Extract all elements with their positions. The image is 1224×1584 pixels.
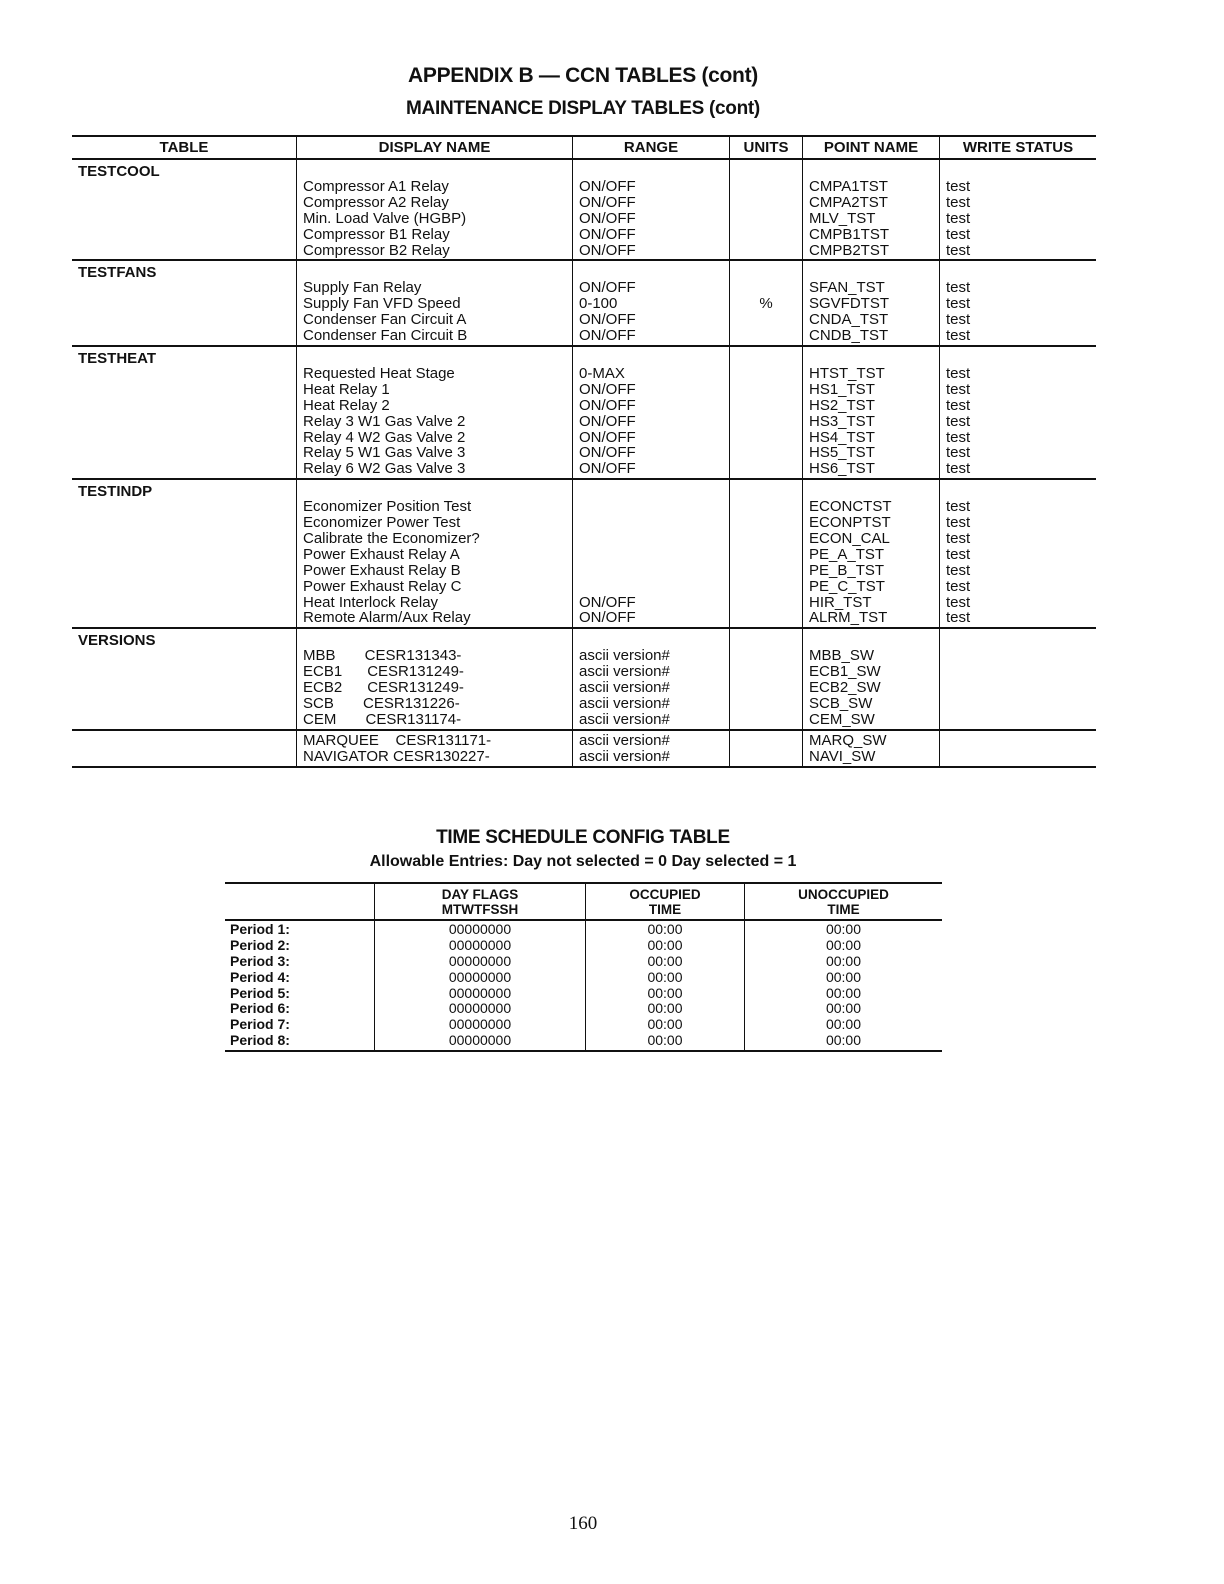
table-cell: HS6_TST bbox=[809, 461, 875, 478]
table-cell: ON/OFF bbox=[579, 328, 636, 345]
table-cell: PE_B_TST bbox=[809, 562, 885, 579]
day-flags-cell: 00000000 bbox=[448, 1000, 512, 1017]
header-write-status: WRITE STATUS bbox=[939, 137, 1096, 158]
table-cell: CEM CESR131174- bbox=[303, 711, 462, 728]
units-column bbox=[729, 347, 802, 478]
unoccupied-time-cell: 00:00 bbox=[825, 968, 862, 985]
table-cell bbox=[730, 547, 802, 563]
range-column bbox=[572, 347, 729, 478]
display-name-column bbox=[296, 347, 572, 478]
display-name-column bbox=[296, 261, 572, 345]
table-cell bbox=[940, 680, 1096, 696]
table-cell: Requested Heat Stage bbox=[303, 366, 455, 382]
table-group bbox=[72, 480, 1096, 629]
occupied-time-cell: 00:00 bbox=[647, 952, 683, 969]
table-cell: ECB2_SW bbox=[809, 680, 881, 697]
table-cell: test bbox=[946, 610, 971, 627]
table-cell bbox=[730, 696, 802, 712]
table-cell: test bbox=[946, 546, 971, 563]
table-cell bbox=[573, 499, 729, 515]
table-cell bbox=[730, 595, 802, 611]
period-label: Period 3: bbox=[230, 952, 290, 969]
table-group bbox=[72, 731, 1096, 768]
units-column bbox=[729, 160, 802, 259]
occupied-time-cell: 00:00 bbox=[647, 1000, 683, 1017]
day-flags-cell: 00000000 bbox=[448, 968, 512, 985]
table-cell: test bbox=[946, 429, 971, 446]
period-label: Period 8: bbox=[230, 1032, 290, 1049]
table-cell: Condenser Fan Circuit B bbox=[303, 328, 468, 345]
write-status-column bbox=[939, 629, 1096, 728]
time-schedule-table bbox=[225, 882, 942, 1052]
page-subtitle: MAINTENANCE DISPLAY TABLES (cont) bbox=[406, 98, 760, 119]
range-column bbox=[572, 480, 729, 627]
table-cell: ECONCTST bbox=[809, 499, 892, 516]
page-title: APPENDIX B — CCN TABLES (cont) bbox=[408, 64, 758, 87]
table-cell: Relay 5 W1 Gas Valve 3 bbox=[303, 445, 466, 462]
period-label: Period 5: bbox=[230, 984, 290, 1001]
table-cell bbox=[940, 648, 1096, 664]
occupied-time-cell: 00:00 bbox=[647, 936, 683, 953]
table-cell: test bbox=[946, 194, 971, 211]
table-cell bbox=[730, 382, 802, 398]
table-cell bbox=[730, 648, 802, 664]
table-cell: Power Exhaust Relay C bbox=[303, 578, 462, 595]
unoccupied-time-cell: 00:00 bbox=[825, 1000, 862, 1017]
table-cell: ECON_CAL bbox=[809, 531, 890, 547]
table-cell bbox=[730, 211, 802, 227]
table-cell: ON/OFF bbox=[579, 594, 636, 611]
table-cell bbox=[573, 515, 729, 531]
table-cell bbox=[730, 499, 802, 515]
header-units: UNITS bbox=[729, 137, 802, 158]
table-cell: ascii version# bbox=[579, 732, 670, 749]
table-cell: ON/OFF bbox=[579, 413, 636, 430]
schedule-body bbox=[225, 921, 942, 1052]
table-cell: ascii version# bbox=[579, 711, 670, 728]
table-cell: SCB CESR131226- bbox=[303, 696, 460, 712]
table-cell: ascii version# bbox=[579, 748, 670, 765]
day-flags-cell: 00000000 bbox=[448, 1032, 512, 1049]
header-occupied-time bbox=[585, 884, 744, 919]
table-cell bbox=[940, 664, 1096, 680]
table-cell: test bbox=[946, 280, 971, 297]
table-cell: CNDB_TST bbox=[809, 328, 889, 345]
table-cell bbox=[730, 398, 802, 414]
occupied-time-cell: 00:00 bbox=[647, 921, 683, 937]
table-cell bbox=[940, 712, 1096, 728]
table-cell: test bbox=[946, 445, 971, 462]
table-cell: Relay 3 W1 Gas Valve 2 bbox=[303, 413, 466, 430]
header-occupied-line1: OCCUPIED bbox=[629, 887, 701, 902]
table-cell: ALRM_TST bbox=[809, 610, 888, 627]
unoccupied-time-cell: 00:00 bbox=[825, 1032, 862, 1049]
table-cell: Supply Fan VFD Speed bbox=[303, 296, 461, 313]
table-cell: ON/OFF bbox=[579, 429, 636, 446]
occupied-time-cell: 00:00 bbox=[647, 984, 683, 1001]
table-cell bbox=[730, 712, 802, 728]
table-header-row bbox=[72, 135, 1096, 160]
maintenance-table-body bbox=[72, 160, 1096, 768]
maintenance-display-table bbox=[72, 135, 1096, 768]
table-cell: SFAN_TST bbox=[809, 280, 885, 297]
table-cell bbox=[730, 430, 802, 446]
point-name-column bbox=[802, 160, 939, 259]
table-cell: HIR_TST bbox=[809, 594, 872, 611]
range-column bbox=[572, 160, 729, 259]
table-cell: Economizer Position Test bbox=[303, 499, 472, 516]
unoccupied-time-cell: 00:00 bbox=[825, 984, 862, 1001]
table-cell: 0-100 bbox=[579, 296, 618, 313]
header-period bbox=[225, 884, 374, 919]
group-name: VERSIONS bbox=[78, 632, 156, 650]
table-cell: ON/OFF bbox=[579, 381, 636, 398]
period-label: Period 4: bbox=[230, 968, 290, 985]
display-name-column bbox=[296, 731, 572, 766]
group-name: TESTCOOL bbox=[78, 163, 160, 180]
table-cell bbox=[940, 696, 1096, 712]
table-cell: HS3_TST bbox=[809, 413, 875, 430]
table-cell bbox=[940, 749, 1096, 765]
table-cell bbox=[573, 579, 729, 595]
point-name-column bbox=[802, 347, 939, 478]
table-cell: ON/OFF bbox=[579, 312, 636, 329]
period-label: Period 1: bbox=[230, 921, 290, 937]
display-name-column bbox=[296, 480, 572, 627]
table-cell: test bbox=[946, 242, 971, 259]
header-unoccupied-line1: UNOCCUPIED bbox=[798, 887, 889, 902]
unoccupied-column bbox=[744, 921, 942, 1050]
header-table: TABLE bbox=[159, 139, 209, 156]
table-cell: test bbox=[946, 210, 971, 227]
table-cell bbox=[730, 461, 802, 477]
table-cell bbox=[730, 563, 802, 579]
day-flags-cell: 00000000 bbox=[448, 936, 512, 953]
page-number: 160 bbox=[568, 1513, 598, 1534]
table-cell bbox=[730, 227, 802, 243]
write-status-column bbox=[939, 160, 1096, 259]
display-name-column bbox=[296, 160, 572, 259]
table-cell: test bbox=[946, 397, 971, 414]
point-name-column bbox=[802, 261, 939, 345]
table-cell bbox=[730, 179, 802, 195]
table-cell: Relay 6 W2 Gas Valve 3 bbox=[303, 461, 466, 478]
table-cell: ECONPTST bbox=[809, 515, 891, 532]
table-cell: ECB2 CESR131249- bbox=[303, 680, 464, 697]
write-status-column bbox=[939, 261, 1096, 345]
table-cell: ON/OFF bbox=[579, 280, 636, 297]
table-cell: test bbox=[946, 328, 971, 345]
occupied-time-cell: 00:00 bbox=[647, 968, 683, 985]
table-cell: Compressor B1 Relay bbox=[303, 226, 450, 243]
occupied-time-cell: 00:00 bbox=[647, 1032, 683, 1049]
table-cell: test bbox=[946, 413, 971, 430]
table-cell: test bbox=[946, 515, 971, 532]
table-cell bbox=[573, 531, 729, 547]
table-cell: ON/OFF bbox=[579, 210, 636, 227]
table-cell: % bbox=[759, 296, 773, 313]
table-cell: Compressor A2 Relay bbox=[303, 194, 449, 211]
table-cell: test bbox=[946, 531, 971, 547]
unoccupied-time-cell: 00:00 bbox=[825, 936, 862, 953]
range-column bbox=[572, 261, 729, 345]
table-cell bbox=[730, 680, 802, 696]
table-cell bbox=[730, 515, 802, 531]
period-label: Period 2: bbox=[230, 936, 290, 953]
table-cell: Heat Interlock Relay bbox=[303, 594, 439, 611]
table-group bbox=[72, 347, 1096, 480]
header-range: RANGE bbox=[572, 137, 729, 158]
table-cell: ON/OFF bbox=[579, 397, 636, 414]
table-cell: test bbox=[946, 366, 971, 382]
table-cell: Min. Load Valve (HGBP) bbox=[303, 210, 467, 227]
table-cell: ECB1_SW bbox=[809, 664, 881, 681]
table-cell bbox=[730, 312, 802, 328]
table-cell: CNDA_TST bbox=[809, 312, 889, 329]
group-name: TESTFANS bbox=[78, 264, 157, 282]
table-cell: ON/OFF bbox=[579, 226, 636, 243]
table-cell bbox=[573, 547, 729, 563]
table-cell: MBB CESR131343- bbox=[303, 648, 462, 665]
unoccupied-time-cell: 00:00 bbox=[825, 921, 862, 937]
point-name-column bbox=[802, 480, 939, 627]
table-cell: test bbox=[946, 312, 971, 329]
table-cell: Calibrate the Economizer? bbox=[303, 531, 480, 547]
display-name-column bbox=[296, 629, 572, 728]
table-cell: Supply Fan Relay bbox=[303, 280, 422, 297]
table-cell: Economizer Power Test bbox=[303, 515, 461, 532]
table-cell: ON/OFF bbox=[579, 242, 636, 259]
table-cell: CMPA1TST bbox=[809, 179, 888, 195]
day-flags-cell: 00000000 bbox=[448, 984, 512, 1001]
table-cell: test bbox=[946, 562, 971, 579]
write-status-column bbox=[939, 347, 1096, 478]
table-cell bbox=[730, 414, 802, 430]
table-cell: Power Exhaust Relay A bbox=[303, 546, 460, 563]
schedule-title: TIME SCHEDULE CONFIG TABLE bbox=[436, 827, 730, 848]
header-day-flags-line2: MTWTFSSH bbox=[441, 902, 519, 917]
table-cell: Compressor A1 Relay bbox=[303, 179, 449, 195]
table-cell: CEM_SW bbox=[809, 711, 875, 728]
table-cell bbox=[730, 280, 802, 296]
table-cell: HS1_TST bbox=[809, 381, 875, 398]
write-status-column bbox=[939, 731, 1096, 766]
table-cell: test bbox=[946, 461, 971, 478]
range-column bbox=[572, 629, 729, 728]
occupied-time-cell: 00:00 bbox=[647, 1016, 683, 1033]
group-name: TESTINDP bbox=[78, 483, 153, 501]
table-cell bbox=[940, 733, 1096, 749]
table-cell: ON/OFF bbox=[579, 610, 636, 627]
table-cell: Condenser Fan Circuit A bbox=[303, 312, 467, 329]
table-cell: SCB_SW bbox=[809, 696, 873, 712]
day-flags-cell: 00000000 bbox=[448, 952, 512, 969]
point-name-column bbox=[802, 731, 939, 766]
table-cell: NAVIGATOR CESR130227- bbox=[303, 748, 490, 765]
table-group bbox=[72, 160, 1096, 261]
table-cell bbox=[573, 563, 729, 579]
table-cell: ON/OFF bbox=[579, 194, 636, 211]
schedule-subtitle: Allowable Entries: Day not selected = 0 Day selected = 1 bbox=[369, 853, 797, 870]
day-flags-cell: 00000000 bbox=[448, 1016, 512, 1033]
table-cell bbox=[730, 366, 802, 382]
table-cell: HTST_TST bbox=[809, 366, 885, 382]
table-cell bbox=[730, 610, 802, 626]
table-cell: HS5_TST bbox=[809, 445, 875, 462]
table-cell: MARQUEE CESR131171- bbox=[303, 732, 492, 749]
schedule-header-row bbox=[225, 882, 942, 921]
table-cell bbox=[730, 195, 802, 211]
header-day-flags-line1: DAY FLAGS bbox=[441, 887, 519, 902]
group-name bbox=[72, 731, 296, 766]
period-label: Period 6: bbox=[230, 1000, 290, 1017]
unoccupied-time-cell: 00:00 bbox=[825, 952, 862, 969]
units-column bbox=[729, 731, 802, 766]
table-cell: test bbox=[946, 594, 971, 611]
table-cell: test bbox=[946, 381, 971, 398]
table-cell: CMPB2TST bbox=[809, 242, 890, 259]
unoccupied-time-cell: 00:00 bbox=[825, 1016, 862, 1033]
table-cell: test bbox=[946, 179, 971, 195]
table-cell bbox=[730, 445, 802, 461]
table-cell: HS4_TST bbox=[809, 429, 875, 446]
table-cell bbox=[730, 243, 802, 259]
units-column bbox=[729, 261, 802, 345]
table-cell: CMPB1TST bbox=[809, 226, 890, 243]
table-cell: test bbox=[946, 578, 971, 595]
table-cell: Power Exhaust Relay B bbox=[303, 562, 461, 579]
period-label: Period 7: bbox=[230, 1016, 290, 1033]
table-cell bbox=[730, 749, 802, 765]
table-cell: PE_C_TST bbox=[809, 578, 885, 595]
period-column bbox=[225, 921, 374, 1050]
day-flags-cell: 00000000 bbox=[448, 921, 512, 937]
occupied-column bbox=[585, 921, 744, 1050]
table-cell: Remote Alarm/Aux Relay bbox=[303, 610, 471, 627]
header-unoccupied-time bbox=[744, 884, 942, 919]
units-column bbox=[729, 629, 802, 728]
table-cell: ON/OFF bbox=[579, 179, 636, 195]
table-cell: ascii version# bbox=[579, 680, 670, 697]
table-cell: NAVI_SW bbox=[809, 748, 876, 765]
group-name: TESTHEAT bbox=[78, 350, 157, 368]
header-day-flags bbox=[374, 884, 585, 919]
table-cell: ON/OFF bbox=[579, 461, 636, 478]
table-cell bbox=[730, 328, 802, 344]
table-cell: ECB1 CESR131249- bbox=[303, 664, 464, 681]
table-cell: CMPA2TST bbox=[809, 194, 888, 211]
table-cell: ON/OFF bbox=[579, 445, 636, 462]
point-name-column bbox=[802, 629, 939, 728]
table-cell: Relay 4 W2 Gas Valve 2 bbox=[303, 429, 466, 446]
table-group bbox=[72, 261, 1096, 347]
table-cell bbox=[730, 531, 802, 547]
day-flags-column bbox=[374, 921, 585, 1050]
table-group bbox=[72, 629, 1096, 730]
table-cell: ascii version# bbox=[579, 664, 670, 681]
table-cell: Compressor B2 Relay bbox=[303, 242, 450, 259]
table-cell: SGVFDTST bbox=[809, 296, 890, 313]
write-status-column bbox=[939, 480, 1096, 627]
table-cell: test bbox=[946, 226, 971, 243]
table-cell: HS2_TST bbox=[809, 397, 875, 414]
table-cell: ascii version# bbox=[579, 696, 670, 712]
table-cell: test bbox=[946, 296, 971, 313]
table-cell: MLV_TST bbox=[809, 210, 876, 227]
table-cell: PE_A_TST bbox=[809, 546, 885, 563]
table-cell: 0-MAX bbox=[579, 366, 625, 382]
header-occupied-line2: TIME bbox=[648, 902, 682, 917]
range-column bbox=[572, 731, 729, 766]
table-cell bbox=[730, 579, 802, 595]
table-cell: ascii version# bbox=[579, 648, 670, 665]
table-cell: MARQ_SW bbox=[809, 732, 887, 749]
table-cell: Heat Relay 1 bbox=[303, 381, 390, 398]
header-point-name: POINT NAME bbox=[802, 137, 939, 158]
table-cell bbox=[730, 733, 802, 749]
units-column bbox=[729, 480, 802, 627]
table-cell: Heat Relay 2 bbox=[303, 397, 390, 414]
table-cell: MBB_SW bbox=[809, 648, 875, 665]
header-unoccupied-line2: TIME bbox=[827, 902, 860, 917]
table-cell: test bbox=[946, 499, 971, 516]
table-cell bbox=[730, 664, 802, 680]
header-display-name: DISPLAY NAME bbox=[296, 137, 572, 158]
